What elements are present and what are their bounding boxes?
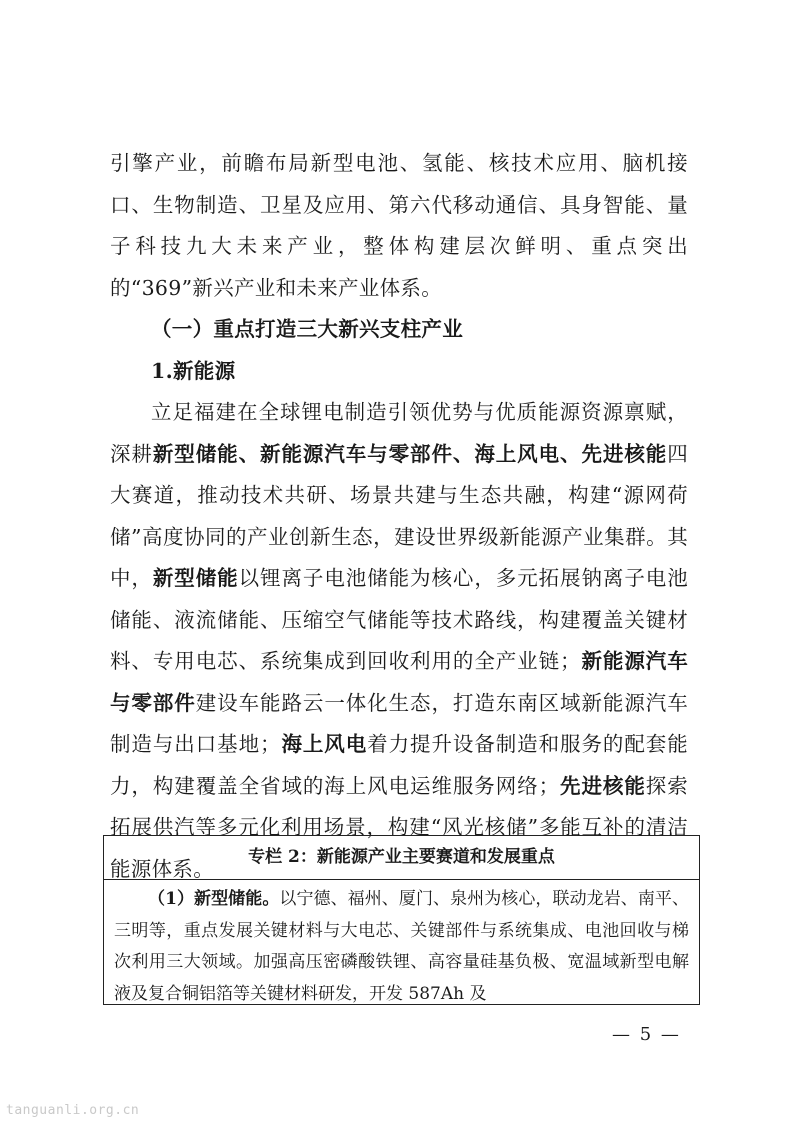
page-number: — 5 — (612, 1024, 681, 1045)
column-box-body (104, 880, 699, 1005)
bold-phrase: 新能源汽车与零部件 (110, 649, 688, 715)
subsection-heading: 1.新能源 (151, 358, 236, 383)
column-box-text: 以宁德、福州、厦门、泉州为核心，联动龙岩、南平、三明等，重点发展关键材料与大电芯、关键部件与系统集成、电池回收与梯次利用三大领域。加强高压密磷酸铁锂、高容量硅基负极、宽温域新型电解液及复合铜铝箔等关键材料研发，开发 587Ah 及 (114, 889, 689, 1004)
column-box-lead: （1）新型储能。 (148, 889, 280, 909)
intro-paragraph: 引擎产业，前瞻布局新型电池、氢能、核技术应用、脑机接口、生物制造、卫星及应用、第六代移动通信、具身智能、量子科技九大未来产业，整体构建层次鲜明、重点突出的“369”新兴产业和未来产业体系。 (110, 151, 688, 300)
bold-phrase: 先进核能 (559, 773, 646, 798)
main-paragraph (110, 392, 688, 890)
paragraph-text: 四大赛道，推动技术共研、场景共建与生态共融，构建“源网荷储”高度协同的产业创新生态，建设世界级新能源产业集群。其中， (110, 441, 689, 590)
paragraph-text: 以锂离子电池储能为核心，多元拓展钠离子电池储能、液流储能、压缩空气储能等技术路线，构建覆盖关键材料、专用电芯、系统集成到回收利用的全产业链； (110, 566, 689, 673)
watermark: tanguanli.org.cn (6, 1103, 140, 1118)
paragraph-text: 立足福建在全球锂电制造引领优势与优质能源资源禀赋，深耕 (110, 400, 688, 466)
body-text (110, 143, 688, 890)
paragraph-text: 着力提升设备制造和服务的配套能力，构建覆盖全省域的海上风电运维服务网络； (110, 732, 688, 798)
column-box-title: 专栏 2：新能源产业主要赛道和发展重点 (104, 836, 699, 880)
bold-phrase: 新型储能、新能源汽车与零部件、海上风电、先进核能 (152, 441, 668, 466)
bold-phrase: 海上风电 (280, 732, 368, 756)
bold-phrase: 新型储能 (152, 566, 239, 590)
paragraph-text: 建设车能路云一体化生态，打造东南区域新能源汽车制造与出口基地； (110, 690, 689, 756)
paragraph-text: 探索拓展供汽等多元化利用场景，构建“风光核储”多能互补的清洁能源体系。 (110, 773, 688, 881)
section-heading: （一）重点打造三大新兴支柱产业 (151, 317, 463, 341)
column-box (103, 835, 700, 1005)
